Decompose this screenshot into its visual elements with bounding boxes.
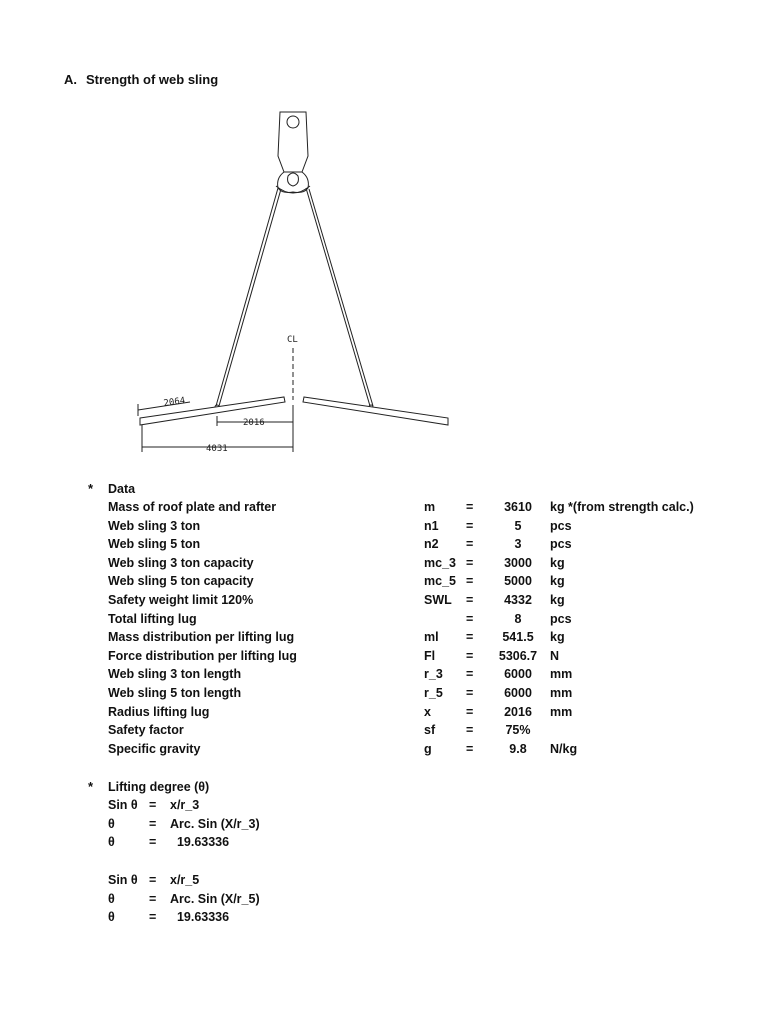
data-unit: pcs: [550, 611, 572, 626]
data-label: Web sling 3 ton capacity: [108, 555, 254, 570]
data-equals: =: [466, 704, 474, 719]
data-equals: =: [466, 611, 474, 626]
data-value: 8: [514, 611, 522, 626]
data-label: Web sling 5 ton capacity: [108, 574, 254, 589]
data-symbol: ml: [424, 630, 439, 645]
data-value: 541.5: [502, 630, 534, 645]
data-symbol: mc_3: [424, 555, 456, 570]
formula-equals: =: [149, 835, 157, 850]
data-symbol: SWL: [424, 593, 452, 607]
data-equals: =: [466, 667, 474, 682]
data-row: [108, 723, 728, 741]
section-heading: [64, 72, 218, 87]
data-label: Web sling 5 ton length: [108, 686, 242, 700]
data-symbol: n2: [424, 537, 439, 552]
data-equals: =: [466, 574, 474, 589]
data-symbol: m: [424, 500, 436, 514]
section-letter: A.: [64, 72, 77, 87]
data-equals: =: [466, 555, 474, 570]
data-equals: =: [466, 648, 474, 663]
formula-equals: =: [149, 891, 157, 906]
lifting-bullet: *: [88, 779, 94, 794]
data-row: [108, 649, 728, 667]
data-label: Web sling 3 ton: [108, 518, 201, 533]
formula-lhs: θ: [108, 891, 115, 906]
data-equals: =: [466, 593, 474, 607]
data-row: [108, 686, 728, 704]
data-unit: N/kg: [550, 741, 578, 756]
data-label: Radius lifting lug: [108, 704, 210, 719]
data-row: [108, 500, 728, 518]
data-unit: N: [550, 648, 560, 663]
dim-half-width-label: 4031: [206, 444, 228, 454]
sling-right-a: [306, 188, 370, 406]
data-value: 5: [514, 518, 522, 533]
data-label: Safety factor: [108, 723, 184, 738]
data-equals: =: [466, 630, 474, 645]
data-row: [108, 593, 728, 611]
data-unit: mm: [550, 667, 573, 682]
formula-lhs: θ: [108, 835, 115, 850]
data-unit: pcs: [550, 518, 572, 533]
data-symbol: x: [424, 704, 431, 719]
data-label: Mass distribution per lifting lug: [108, 630, 295, 645]
data-symbol: g: [424, 741, 432, 756]
data-label: Web sling 5 ton: [108, 537, 201, 552]
data-value: 6000: [504, 686, 532, 700]
data-unit: kg: [550, 555, 565, 570]
data-value: 2016: [504, 704, 532, 719]
formula-lhs: θ: [108, 816, 115, 831]
data-unit: pcs: [550, 537, 572, 552]
data-title: Data: [108, 482, 136, 496]
formula-lhs: Sin θ: [108, 798, 138, 812]
data-row: [108, 519, 728, 537]
data-row: [108, 630, 728, 648]
data-equals: =: [466, 723, 474, 738]
formula-equals: =: [149, 873, 157, 887]
data-value: 3: [514, 537, 522, 552]
data-row: [108, 556, 728, 574]
data-label: Force distribution per lifting lug: [108, 648, 297, 663]
lifting-arrangement-drawing: [130, 100, 460, 462]
data-label: Total lifting lug: [108, 611, 197, 626]
data-unit: kg *(from strength calc.): [550, 500, 694, 514]
formula-rhs: Arc. Sin (X/r_5): [170, 891, 260, 906]
formula-equals: =: [149, 910, 157, 925]
formula-equals: =: [149, 798, 157, 812]
data-unit: kg: [550, 593, 565, 607]
data-unit: mm: [550, 686, 573, 700]
data-unit: kg: [550, 574, 565, 589]
data-equals: =: [466, 537, 474, 552]
formula-rhs: x/r_3: [170, 798, 200, 812]
formula-lhs: Sin θ: [108, 873, 138, 887]
data-label: Specific gravity: [108, 741, 201, 756]
data-unit: kg: [550, 630, 565, 645]
data-label: Mass of roof plate and rafter: [108, 500, 277, 514]
data-value: 3610: [504, 500, 532, 514]
data-value: 4332: [504, 593, 532, 607]
sling-right-b: [309, 189, 373, 406]
data-symbol: r_5: [424, 686, 443, 700]
hook-inner: [288, 173, 299, 186]
formula-rhs: x/r_5: [170, 873, 200, 887]
data-row: [108, 537, 728, 555]
data-value: 75%: [505, 723, 531, 738]
data-equals: =: [466, 686, 474, 700]
sling-left-a: [216, 188, 278, 406]
data-equals: =: [466, 518, 474, 533]
hook-body: [278, 172, 309, 193]
data-label: Web sling 3 ton length: [108, 667, 242, 682]
data-row: [108, 574, 728, 592]
data-equals: =: [466, 741, 474, 756]
data-symbol: r_3: [424, 667, 443, 682]
data-value: 5306.7: [498, 648, 538, 663]
data-row: [108, 667, 728, 685]
data-bullet: *: [88, 481, 94, 496]
roof-plate-right: [303, 397, 448, 425]
formula-rhs: 19.63336: [170, 835, 230, 850]
data-value: 9.8: [509, 741, 527, 756]
dim-radius-label: 2016: [243, 418, 265, 428]
sling-left-b: [219, 189, 281, 406]
formula-lhs: θ: [108, 910, 115, 925]
data-label: Safety weight limit 120%: [108, 593, 254, 607]
data-symbol: n1: [424, 518, 439, 533]
section-title: Strength of web sling: [86, 72, 219, 87]
formula-rhs: 19.63336: [170, 910, 230, 925]
formula-rhs: Arc. Sin (X/r_3): [170, 816, 260, 831]
data-equals: =: [466, 500, 474, 514]
dim-sling-label: 2064: [163, 396, 186, 409]
data-symbol: mc_5: [424, 574, 456, 589]
data-value: 5000: [504, 574, 532, 589]
data-unit: mm: [550, 704, 573, 719]
lifting-title: Lifting degree (θ): [108, 780, 210, 794]
formula-equals: =: [149, 816, 157, 831]
data-value: 6000: [504, 667, 532, 682]
data-value: 3000: [504, 555, 532, 570]
data-row: [108, 612, 728, 630]
data-row: [108, 705, 728, 723]
data-row: [108, 742, 728, 760]
data-symbol: Fl: [424, 648, 436, 663]
hook-shackle-top: [278, 112, 308, 172]
data-symbol: sf: [424, 723, 436, 738]
cl-label: CL: [287, 335, 298, 345]
